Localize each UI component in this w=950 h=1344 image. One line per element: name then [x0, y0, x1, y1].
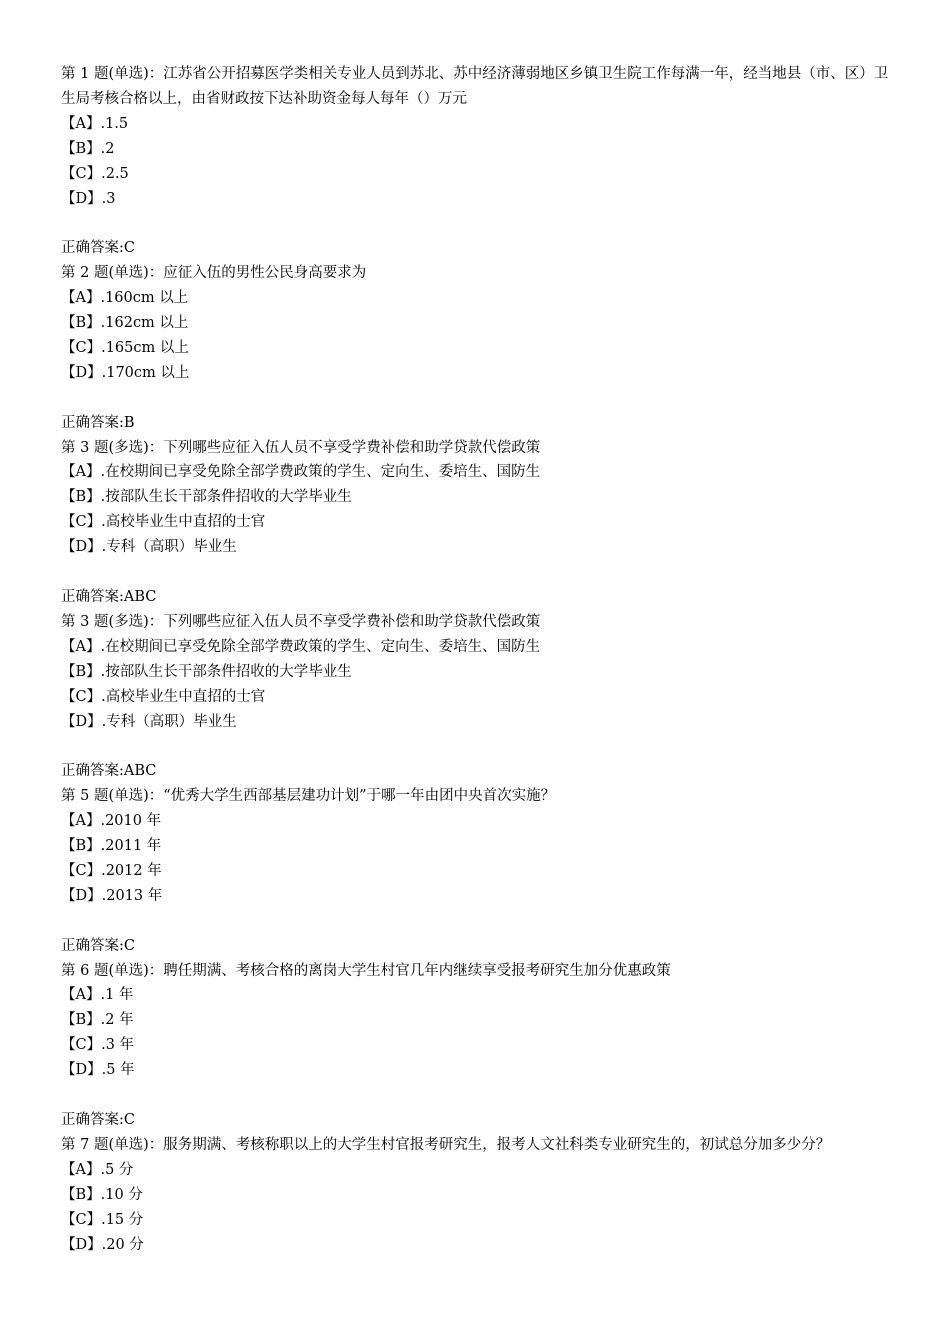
spacer — [61, 386, 896, 411]
question-title: 第 7 题(单选)：服务期满、考核称职以上的大学生村官报考研究生，报考人文社科类专业研究生的，初试总分加多少分？ — [61, 1136, 831, 1153]
spacer — [61, 734, 896, 759]
spacer — [61, 560, 896, 585]
option-c: 【C】.2.5 — [61, 165, 129, 182]
answer-text: 正确答案:C — [61, 240, 135, 257]
option-d: 【D】.170cm 以上 — [61, 364, 190, 381]
option-d: 【D】.20 分 — [61, 1236, 144, 1253]
option-a: 【A】.5 分 — [61, 1161, 134, 1178]
question-block — [61, 1133, 896, 1258]
option-a: 【A】.在校期间已享受免除全部学费政策的学生、定向生、委培生、国防生 — [61, 464, 541, 481]
question-title: 第 6 题(单选)：聘任期满、考核合格的离岗大学生村官几年内继续享受报考研究生加分优惠政策 — [61, 962, 671, 979]
option-c: 【C】.15 分 — [61, 1211, 144, 1228]
spacer — [61, 211, 896, 236]
question-title: 第 1 题(单选)：江苏省公开招募医学类相关专业人员到苏北、苏中经济薄弱地区乡镇卫生院工作每满一年，经当地县（市、区）卫生局考核合格以上，由省财政按下达补助资金每人每年（）万元 — [61, 66, 889, 107]
question-title: 第 2 题(单选)：应征入伍的男性公民身高要求为 — [61, 265, 367, 282]
option-b: 【B】.按部队生长干部条件招收的大学毕业生 — [61, 663, 352, 680]
option-a: 【A】.1.5 — [61, 115, 129, 132]
option-b: 【B】.2 年 — [61, 1012, 134, 1029]
question-block — [61, 261, 896, 435]
question-block — [61, 436, 896, 610]
option-a: 【A】.1 年 — [61, 987, 134, 1004]
option-c: 【C】.2012 年 — [61, 862, 162, 879]
option-d: 【D】.5 年 — [61, 1062, 135, 1079]
option-d: 【D】.专科（高职）毕业生 — [61, 713, 237, 730]
question-block — [61, 62, 896, 261]
option-a: 【A】.在校期间已享受免除全部学费政策的学生、定向生、委培生、国防生 — [61, 638, 541, 655]
option-b: 【B】.10 分 — [61, 1186, 143, 1203]
option-a: 【A】.2010 年 — [61, 813, 162, 830]
answer-text: 正确答案:ABC — [61, 763, 157, 780]
option-b: 【B】.2011 年 — [61, 838, 162, 855]
option-a: 【A】.160cm 以上 — [61, 290, 189, 307]
spacer — [61, 1083, 896, 1108]
option-c: 【C】.3 年 — [61, 1037, 135, 1054]
question-block — [61, 959, 896, 1133]
option-d: 【D】.3 — [61, 190, 116, 207]
question-title: 第 5 题(单选)：“优秀大学生西部基层建功计划”于哪一年由团中央首次实施？ — [61, 788, 556, 805]
answer-text: 正确答案:B — [61, 414, 135, 431]
answer-text: 正确答案:C — [61, 937, 135, 954]
answer-text: 正确答案:C — [61, 1111, 135, 1128]
option-c: 【C】.高校毕业生中直招的士官 — [61, 688, 266, 705]
answer-text: 正确答案:ABC — [61, 588, 157, 605]
spacer — [61, 909, 896, 934]
option-b: 【B】.按部队生长干部条件招收的大学毕业生 — [61, 489, 352, 506]
option-c: 【C】.高校毕业生中直招的士官 — [61, 514, 266, 531]
question-block — [61, 610, 896, 784]
option-b: 【B】.2 — [61, 140, 115, 157]
option-d: 【D】.专科（高职）毕业生 — [61, 539, 237, 556]
document-page — [61, 62, 896, 1257]
option-d: 【D】.2013 年 — [61, 887, 163, 904]
question-title: 第 3 题(多选)：下列哪些应征入伍人员不享受学费补偿和助学贷款代偿政策 — [61, 613, 541, 630]
question-title: 第 3 题(多选)：下列哪些应征入伍人员不享受学费补偿和助学贷款代偿政策 — [61, 439, 541, 456]
option-b: 【B】.162cm 以上 — [61, 315, 189, 332]
option-c: 【C】.165cm 以上 — [61, 339, 189, 356]
question-block — [61, 784, 896, 958]
